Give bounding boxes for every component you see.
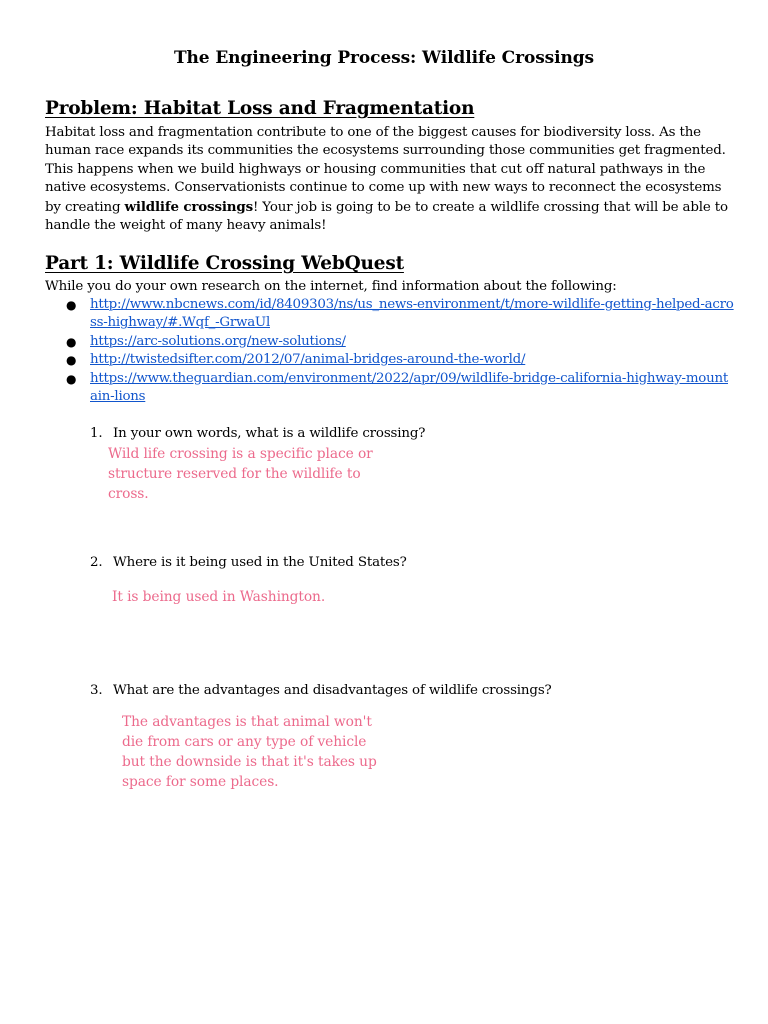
list-item <box>45 333 735 351</box>
bullet-icon: ● <box>66 371 77 386</box>
bullet-icon: ● <box>66 334 77 349</box>
question-3 <box>90 683 552 698</box>
answer-2-handwritten: It is being used in Washington. <box>112 589 326 605</box>
problem-text-start: Habitat loss and fragmentation contribute to one of the biggest causes for biodiversity loss. As the human race expands its communities the ecosystems surrounding those communities get fragmented. This happens when we build highways or housing communities that cut off natural pathways in the native ecosystems. Conservationists continue to come up with new ways to reconnect the ecosystems by creating <box>45 125 726 215</box>
bullet-icon: ● <box>66 298 77 312</box>
question-text: Where is it being used in the United States? <box>113 555 407 570</box>
problem-text-end: ! Your job is going to be to create a wildlife crossing that will be able to handle the weight of many heavy animals! <box>45 199 728 234</box>
resource-link-nbcnews[interactable]: http://www.nbcnews.com/id/8409303/ns/us_news-environment/t/more-wildlife-getting-helped-across-highway/#.Wqf_-GrwaUl <box>90 297 734 331</box>
resource-link-guardian[interactable]: https://www.theguardian.com/environment/2022/apr/09/wildlife-bridge-california-highway-mountain-lions <box>90 370 728 405</box>
resource-link-arc-solutions[interactable]: https://arc-solutions.org/new-solutions/ <box>90 333 346 349</box>
list-item <box>45 370 735 407</box>
problem-paragraph <box>45 124 730 235</box>
resource-link-list <box>45 296 735 406</box>
question-number: 2. <box>90 555 103 570</box>
list-item <box>45 296 735 333</box>
problem-heading: Problem: Habitat Loss and Fragmentation <box>45 98 475 119</box>
document-title: The Engineering Process: Wildlife Crossings <box>173 48 595 68</box>
question-1 <box>90 426 425 441</box>
part1-lead-text: While you do your own research on the internet, find information about the following: <box>45 279 617 294</box>
question-text: What are the advantages and disadvantages of wildlife crossings? <box>113 683 552 698</box>
answer-1-handwritten: Wild life crossing is a specific place or structure reserved for the wildlife to cross. <box>108 446 373 502</box>
problem-bold-term: wildlife crossings <box>124 198 253 215</box>
bullet-icon: ● <box>66 353 77 368</box>
part1-heading: Part 1: Wildlife Crossing WebQuest <box>45 253 404 274</box>
resource-link-twistedsifter[interactable]: http://twistedsifter.com/2012/07/animal-bridges-around-the-world/ <box>90 352 526 368</box>
question-text: In your own words, what is a wildlife crossing? <box>113 426 426 441</box>
question-number: 1. <box>90 426 103 441</box>
answer-3-handwritten: The advantages is that animal won't die from cars or any type of vehicle but the downside is that it's takes up space for some places. <box>122 714 377 790</box>
list-item <box>45 351 735 369</box>
question-2 <box>90 555 407 570</box>
question-number: 3. <box>90 683 103 698</box>
